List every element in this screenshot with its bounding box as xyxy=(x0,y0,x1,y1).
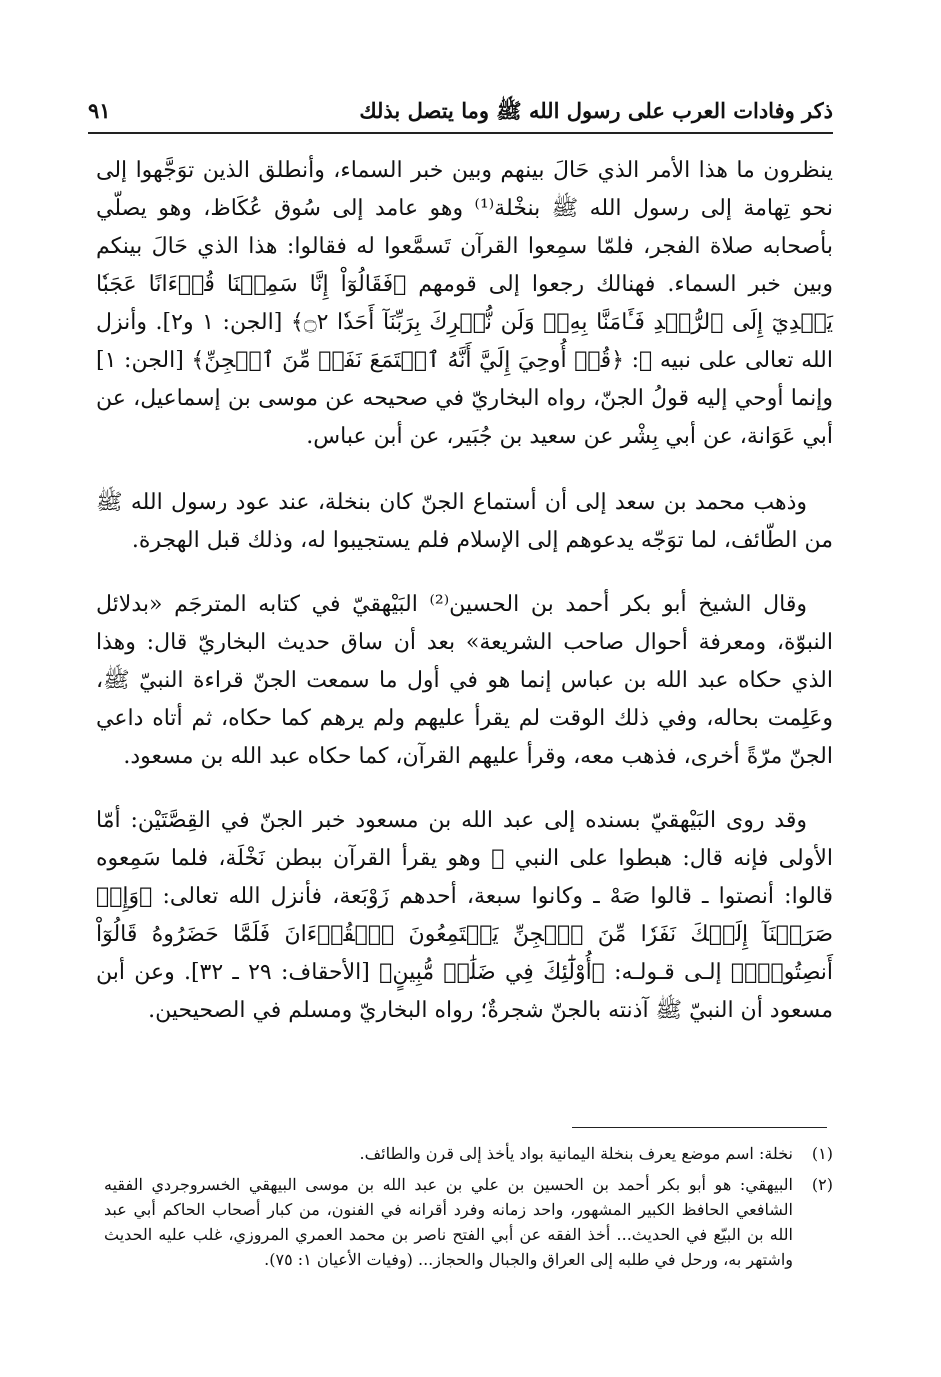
footnote-text: نخلة: اسم موضع يعرف بنخلة اليمانية بواد يأخذ إلى قرن والطائف. xyxy=(359,1144,793,1163)
running-title: ذكر وفادات العرب على رسول الله ﷺ وما يتصل بذلك xyxy=(359,98,833,123)
running-header xyxy=(88,92,833,134)
paragraph: وقد روى البَيْهقيّ بسنده إلى عبد الله بن مسعود خبر الجنّ في القِصَّتَيْن: أمّا الأولى فإنه قال: هبطوا على النبي ﷺ وهو يقرأ القرآن ببطن نَخْلَة، فلما سَمِعوه قالوا: أنصتوا ـ قالوا صَهْ ـ وكانوا سبعة، أحدهم زَوْبَعة، فأنزل الله تعالى: ﴿وَإِذۡ صَرَفۡنَآ إِلَيۡكَ نَفَرٗا مِّنَ ٱلۡجِنِّ يَسۡتَمِعُونَ ٱلۡقُرۡءَانَ فَلَمَّا حَضَرُوهُ قَالُوٓاْ أَنصِتُواْۖ﴾ إلـى قـولـه: ﴿أُوْلَٰٓئِكَ فِي ضَلَٰلٖ مُّبِينٍ﴾ [الأحقاف: ٢٩ ـ ٣٢]. وعن أبن مسعود أن النبيّ ﷺ آذنته بالجنّ شجرةٌ؛ رواه البخاريّ ومسلم في الصحيحين. xyxy=(96,808,834,1023)
footnote-text: البيهقي: هو أبو بكر أحمد بن الحسين بن علي بن عبد الله بن موسى البيهقي الخسروجردي الفقيه الشافعي الحافظ الكبير المشهور، واحد زمانه وفرد أقرانه في الفنون، من كبار أصحاب الحاكم أبي عبد الله بن البيّع في الحديث... أخذ الفقه عن أبي الفتح ناصر بن محمد العمري المروزي، غلب عليه الحديث واشتهر به، ورحل في طلبه إلى العراق والجبال والحجاز... (وفيات الأعيان ١: ٧٥). xyxy=(104,1175,793,1269)
footnote-divider xyxy=(572,1127,827,1128)
paragraph: ينظرون ما هذا الأمر الذي حَالَ بينهم وبين خبر السماء، وأنطلق الذين توَجَّهوا إلى نحو تِهامة إلى رسول الله ﷺ بنخْلة⁽¹⁾ وهو عامد إلى سُوق عُكَاظ، وهو يصلّي بأصحابه صلاة الفجر، فلمّا سمِعوا القرآن تَسمَّعوا له فقالوا: هذا الذي حَالَ بينكم وبين خبر السماء. فهنالك رجعوا إلى قومهم ﴿فَقَالُوٓاْ إِنَّا سَمِعۡنَا قُرۡءَانًا عَجَبٗا يَهۡدِيٓ إِلَى ٱلرُّشۡدِ فَـَٔامَنَّا بِهِۦۖ وَلَن نُّشۡرِكَ بِرَبِّنَآ أَحَدٗا ۝٢﴾ [الجن: ١ و٢]. وأنزل الله تعالى على نبيه ﷺ: ﴿قُلۡ أُوحِيَ إِلَيَّ أَنَّهُ ٱسۡتَمَعَ نَفَرٞ مِّنَ ٱلۡجِنِّ﴾ [الجن: ١] وإنما أوحي إليه قولُ الجنّ، رواه البخاريّ في صحيحه عن موسى بن إسماعيل، عن أبي عَوَانة، عن أبي بِشْر عن سعيد بن جُبَير، عن أبن عباس. xyxy=(96,158,834,449)
footnote-number: (١) xyxy=(811,1144,833,1163)
footnote xyxy=(104,1141,833,1166)
paragraph: وذهب محمد بن سعد إلى أن أستماع الجنّ كان بنخلة، عند عود رسول الله ﷺ من الطّائف، لما توَجّه يدعوهم إلى الإسلام فلم يستجيبوا له، وذلك قبل الهجرة. xyxy=(96,490,833,553)
footnotes xyxy=(104,1141,833,1278)
main-text xyxy=(96,152,833,1056)
page-number: ٩١ xyxy=(88,98,111,123)
paragraph: وقال الشيخ أبو بكر أحمد بن الحسين⁽²⁾ البَيْهقيّ في كتابه المترجَم «بدلائل النبوّة، ومعرفة أحوال صاحب الشريعة» بعد أن ساق حديث البخاريّ قال: وهذا الذي حكاه عبد الله بن عباس إنما هو في أول ما سمعت الجنّ قراءة النبيّ ﷺ، وعَلِمت بحاله، وفي ذلك الوقت لم يقرأ عليهم ولم يرهم كما حكاه، ثم أتاه داعي الجنّ مرّةً أخرى، فذهب معه، وقرأ عليهم القرآن، كما حكاه عبد الله بن مسعود. xyxy=(96,592,833,769)
footnote-number: (٢) xyxy=(811,1175,833,1194)
footnote xyxy=(104,1172,833,1272)
